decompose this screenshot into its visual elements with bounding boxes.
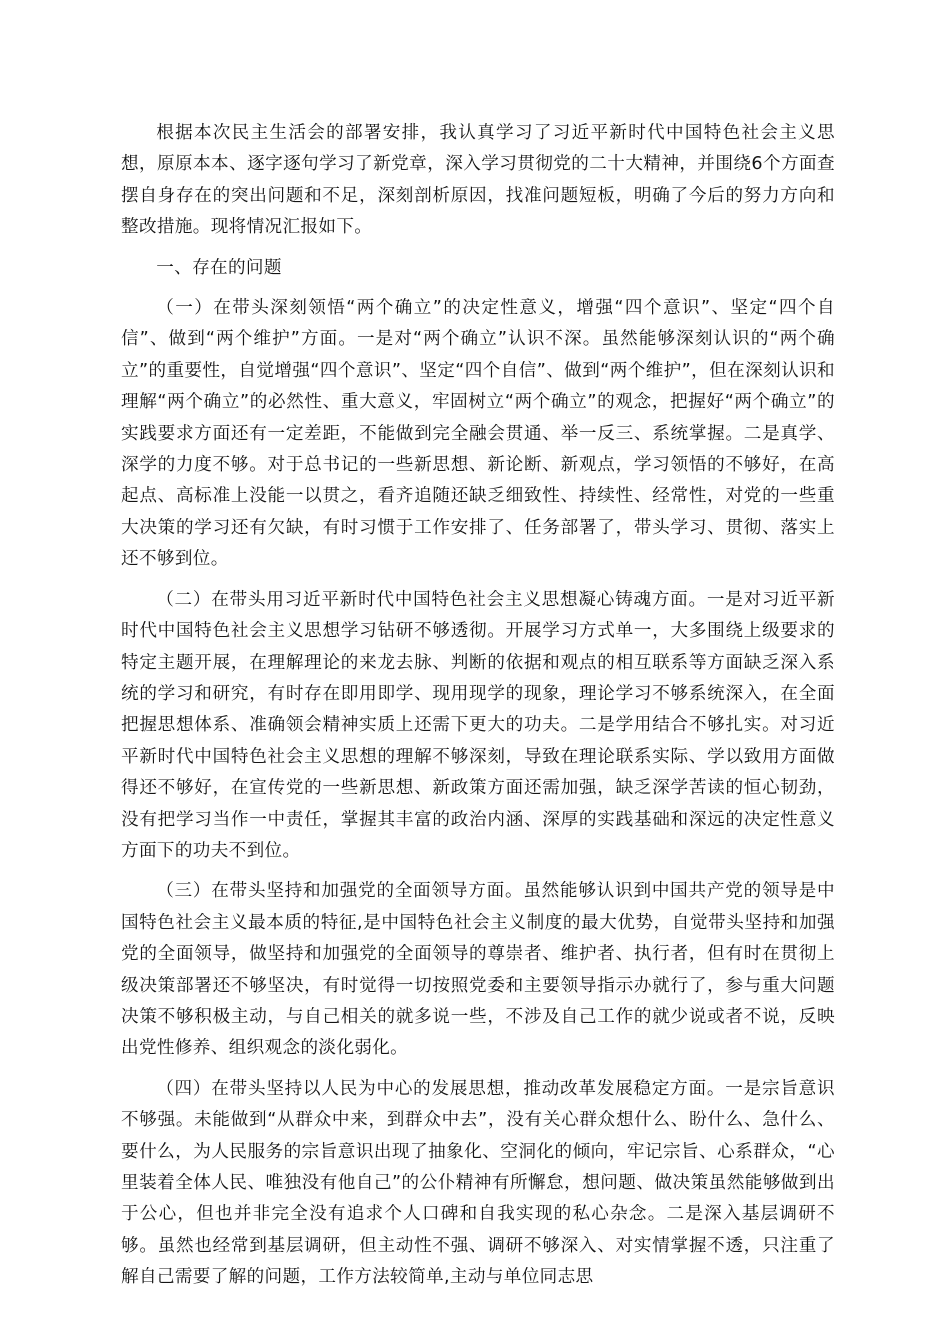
problem-item-3: （三）在带头坚持和加强党的全面领导方面。虽然能够认识到中国共产党的领导是中国特色社会主义最本质的特征,是中国特色社会主义制度的最大优势，自觉带头坚持和加强党的全面领导，做坚持和加强党的全面领导的尊崇者、维护者、执行者，但有时在贯彻上级决策部署还不够坚决，有时觉得一切按照党委和主要领导指示办就行了，参与重大问题决策不够积极主动，与自己相关的就多说一些，不涉及自己工作的就少说或者不说，反映出党性修养、组织观念的淡化弱化。 [121, 881, 835, 1059]
document-page [121, 118, 835, 1294]
intro-paragraph: 根据本次民主生活会的部署安排，我认真学习了习近平新时代中国特色社会主义思想，原原本本、逐字逐句学习了新党章，深入学习贯彻党的二十大精神，并围绕6个方面查摆自身存在的突出问题和不足，深刻剖析原因，找准问题短板，明确了今后的努力方向和整改措施。现将情况汇报如下。 [121, 123, 835, 238]
section-heading: 一、存在的问题 [156, 257, 282, 278]
problem-item-1: （一）在带头深刻领悟“两个确立”的决定性意义，增强“四个意识”、坚定“四个自信”、做到“两个维护”方面。一是对“两个确立”认识不深。虽然能够深刻认识的“两个确立”的重要性，自觉增强“四个意识”、坚定“四个自信”、做到“两个维护”，但在深刻认识和理解“两个确立”的必然性、重大意义，牢固树立“两个确立”的观念，把握好“两个确立”的实践要求方面还有一定差距，不能做到完全融会贯通、举一反三、系统掌握。二是真学、深学的力度不够。对于总书记的一些新思想、新论断、新观点，学习领悟的不够好，在高起点、高标准上没能一以贯之，看齐追随还缺乏细致性、持续性、经常性，对党的一些重大决策的学习还有欠缺，有时习惯于工作安排了、任务部署了，带头学习、贯彻、落实上还不够到位。 [121, 298, 835, 570]
problem-item-2: （二）在带头用习近平新时代中国特色社会主义思想凝心铸魂方面。一是对习近平新时代中国特色社会主义思想学习钻研不够透彻。开展学习方式单一，大多围绕上级要求的特定主题开展，在理解理论的来龙去脉、判断的依据和观点的相互联系等方面缺乏深入系统的学习和研究，有时存在即用即学、现用现学的现象，理论学习不够系统深入，在全面把握思想体系、准确领会精神实质上还需下更大的功夫。二是学用结合不够扎实。对习近平新时代中国特色社会主义思想的理解不够深刻，导致在理论联系实际、学以致用方面做得还不够好，在宣传党的一些新思想、新政策方面还需加强，缺乏深学苦读的恒心韧劲，没有把学习当作一中责任，掌握其丰富的政治内涵、深厚的实践基础和深远的决定性意义方面下的功夫不到位。 [121, 589, 835, 861]
problem-item-4: （四）在带头坚持以人民为中心的发展思想，推动改革发展稳定方面。一是宗旨意识不够强。未能做到“从群众中来，到群众中去”，没有关心群众想什么、盼什么、急什么、要什么，为人民服务的宗旨意识出现了抽象化、空洞化的倾向，牢记宗旨、心系群众，“心里装着全体人民、唯独没有他自己”的公仆精神有所懈怠，想问题、做决策虽然能够做到出于公心，但也并非完全没有追求个人口碑和自我实现的私心杂念。二是深入基层调研不够。虽然也经常到基层调研，但主动性不强、调研不够深入、对实情掌握不透，只注重了解自己需要了解的问题，工作方法较简单,主动与单位同志思 [121, 1078, 835, 1288]
